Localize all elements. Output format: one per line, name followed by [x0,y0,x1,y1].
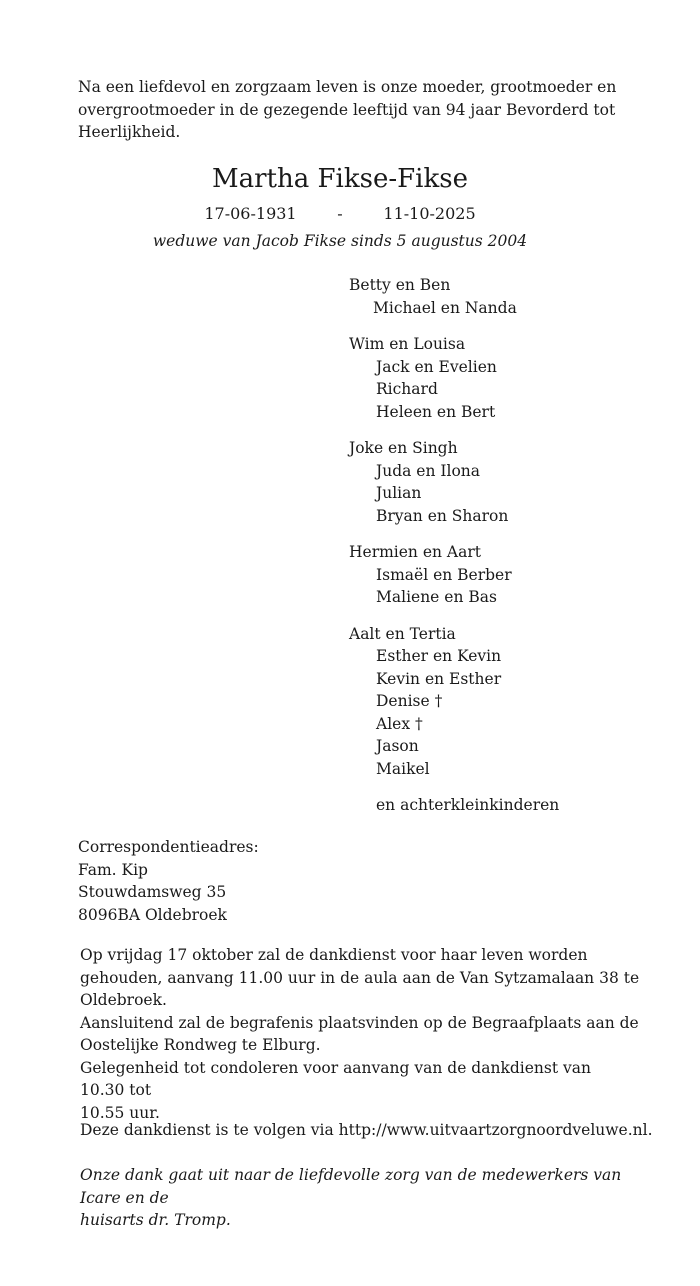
correspondence-street: Stouwdamsweg 35 [78,883,227,901]
family-list [349,274,649,817]
life-dates: 17-06-1931 - 11-10-2025 [204,204,476,223]
family-child: Michael en Nanda [373,298,517,317]
intro-line: overgrootmoeder in de gezegende leeftijd van 94 jaar Bevorderd tot [78,100,616,119]
intro-text [78,76,618,144]
intro-line: Na een liefdevol en zorgzaam leven is onze moeder, grootmoeder en [78,78,617,96]
family-child: Jason [376,737,419,755]
family-child: Ismaël en Berber [376,565,512,584]
service-line: Aansluitend zal de begrafenis plaatsvinden op de Begraafplaats aan de [80,1013,639,1032]
family-group-head: Wim en Louisa [349,335,466,353]
family-group [349,623,649,781]
service-details [80,944,640,1124]
family-child: Juda en Ilona [376,461,481,480]
family-child: Denise † [376,692,443,710]
great-grandchildren-line: en achterkleinkinderen [376,796,560,814]
correspondence-address [78,836,378,926]
service-line: Oldebroek. [80,991,167,1009]
service-line: Op vrijdag 17 oktober zal de dankdienst voor haar leven worden [80,946,588,964]
deceased-name: Martha Fikse-Fikse [212,164,468,194]
family-group-head: Aalt en Tertia [349,624,456,643]
family-child: Bryan en Sharon [376,506,509,525]
thanks-line: huisarts dr. Tromp. [80,1211,231,1229]
family-child: Maikel [376,759,430,778]
family-group [349,437,649,527]
thanks-line: Onze dank gaat uit naar de liefdevolle zorg van de medewerkers van Icare en de [80,1166,622,1207]
family-group [349,274,649,319]
family-child: Heleen en Bert [376,402,496,421]
widow-of-text: weduwe van Jacob Fikse sinds 5 augustus 2004 [152,232,528,250]
family-child: Kevin en Esther [376,669,502,688]
family-group-head: Joke en Singh [349,439,458,457]
family-group [349,541,649,609]
family-group-head: Betty en Ben [349,276,451,294]
family-child: Richard [376,380,438,398]
family-child: Esther en Kevin [376,647,502,665]
family-group-head: Hermien en Aart [349,543,481,561]
service-line: 10.55 uur. [80,1103,160,1122]
family-child: Jack en Evelien [376,357,497,376]
family-child: Maliene en Bas [376,588,497,606]
correspondence-label: Correspondentieadres: [78,838,259,856]
family-group [349,333,649,423]
thanks-text [80,1164,640,1232]
intro-line: Heerlijkheid. [78,123,181,141]
service-line: Oostelijke Rondweg te Elburg. [80,1036,321,1054]
livestream-text: Deze dankdienst is te volgen via http://www.uitvaartzorgnoordveluwe.nl. [80,1121,653,1139]
correspondence-name: Fam. Kip [78,860,148,879]
service-line: Gelegenheid tot condoleren voor aanvang van de dankdienst van 10.30 tot [80,1058,591,1099]
family-child: Alex † [376,714,423,733]
family-child: Julian [376,484,422,502]
service-line: gehouden, aanvang 11.00 uur in de aula aan de Van Sytzamalaan 38 te [80,968,640,987]
correspondence-city: 8096BA Oldebroek [78,905,227,924]
